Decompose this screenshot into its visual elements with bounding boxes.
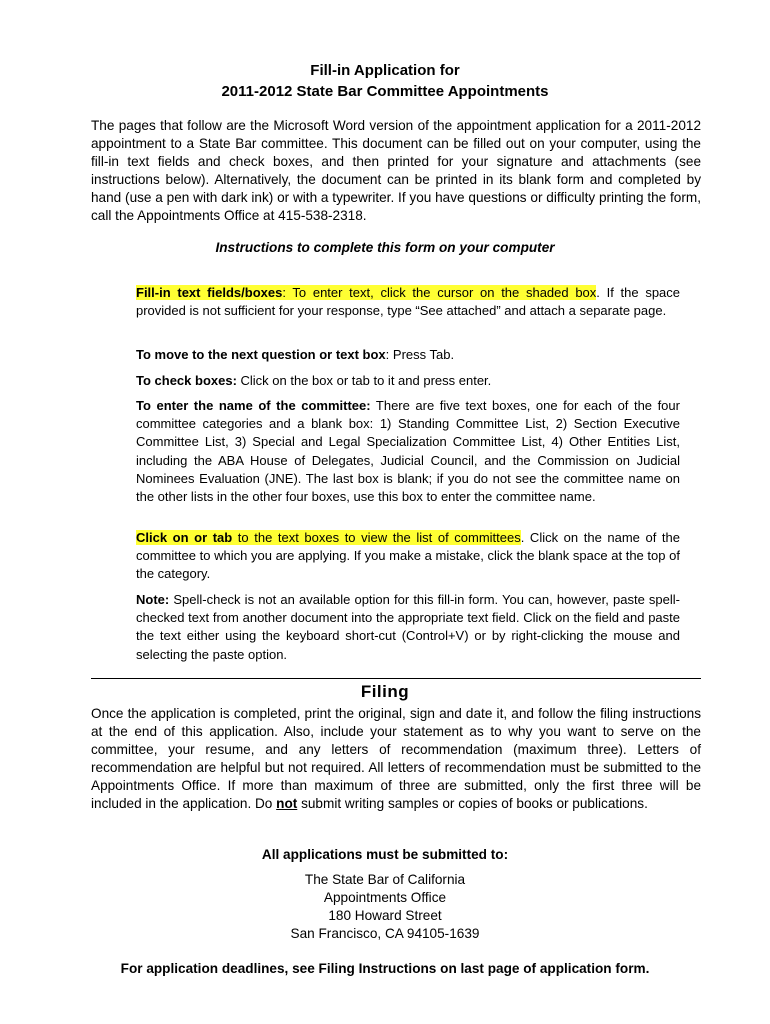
instruction-move xyxy=(136,346,680,364)
instruction-check xyxy=(136,372,680,390)
instruction-fill-in-text: . If the space provided is not sufficient for your response, type “See attached” and attach a separate page. xyxy=(136,285,681,319)
section-divider xyxy=(91,678,701,679)
mailing-address xyxy=(0,871,770,943)
instruction-committee-text: There are five text boxes, one for each of the four committee categories and a blank box: 1) Standing Committee List, 2) Section Executive Committee List, 3) Special and Legal Specialization Committee List, 4) Other Entities List, including the ABA House of Delegates, Judicial Council, and the Commission on Judicial Nominees Evaluation (JNE). The last box is blank; if you do not see the committee name on the other lists in the other four boxes, use this box to enter the committee name. xyxy=(136,398,680,505)
instruction-click-text: . Click on the name of the committee to which you are applying. If you make a mistake, click the blank space at the top of the category. xyxy=(136,530,680,582)
instruction-note-text: Spell-check is not an available option for this fill-in form. You can, however, paste spell-checked text from another document into the appropriate text field. Click on the field and paste the text either using the keyboard short-cut (Control+V) or by right-clicking the mouse and selecting the paste option. xyxy=(136,592,680,662)
intro-paragraph: The pages that follow are the Microsoft Word version of the appointment application for a 2011-2012 appointment to a State Bar committee. This document can be filled out on your computer, using the fill-in text fields and check boxes, and then printed for your signature and attachments (see instructions below). Alternatively, the document can be printed in its blank form and completed by hand (use a pen with dark ink) or with a typewriter. If you have questions or difficulty printing the form, call the Appointments Office at 415-538-2318. xyxy=(91,118,701,223)
instruction-fill-in xyxy=(136,284,680,320)
instruction-fill-in-label: Fill-in text fields/boxes xyxy=(136,285,283,300)
filing-text-after: submit writing samples or copies of books or publications. xyxy=(297,796,648,811)
instruction-check-label: To check boxes: xyxy=(136,373,237,388)
filing-emphasis: not xyxy=(276,796,298,811)
instruction-fill-in-highlight: : To enter text, click the cursor on the shaded box xyxy=(282,285,597,300)
instruction-click xyxy=(136,529,680,584)
instruction-check-text: Click on the box or tab to it and press enter. xyxy=(236,373,492,388)
instruction-move-label: To move to the next question or text box xyxy=(136,347,386,362)
address-line: San Francisco, CA 94105-1639 xyxy=(290,926,480,941)
instruction-move-text: : Press Tab. xyxy=(385,347,455,362)
instruction-note-label: Note: xyxy=(136,592,170,607)
address-line: 180 Howard Street xyxy=(328,908,442,923)
instruction-click-highlight: to the text boxes to view the list of committees xyxy=(232,530,521,545)
address-line: The State Bar of California xyxy=(304,872,466,887)
instruction-note xyxy=(136,591,680,664)
page-title-line1: Fill-in Application for xyxy=(310,62,460,79)
instruction-click-label: Click on or tab xyxy=(136,530,233,545)
filing-heading: Filing xyxy=(360,682,410,701)
footer-note: For application deadlines, see Filing Instructions on last page of application form. xyxy=(120,961,650,976)
filing-text-before: Once the application is completed, print the original, sign and date it, and follow the filing instructions at the end of this application. Also, include your statement as to why you want to serve on the committee, your resume, and any letters of recommendation (maximum three). Letters of recommendation are helpful but not required. All letters of recommendation must be submitted to the Appointments Office. If more than maximum of three are submitted, only the first three will be included in the application. Do xyxy=(91,706,701,811)
address-line: Appointments Office xyxy=(323,890,447,905)
page-title-line2: 2011-2012 State Bar Committee Appointments xyxy=(221,83,549,100)
instruction-committee xyxy=(136,397,680,506)
instructions-heading: Instructions to complete this form on your computer xyxy=(215,240,555,255)
submit-heading: All applications must be submitted to: xyxy=(261,847,509,862)
instruction-committee-label: To enter the name of the committee: xyxy=(136,398,371,413)
filing-paragraph xyxy=(91,705,701,813)
